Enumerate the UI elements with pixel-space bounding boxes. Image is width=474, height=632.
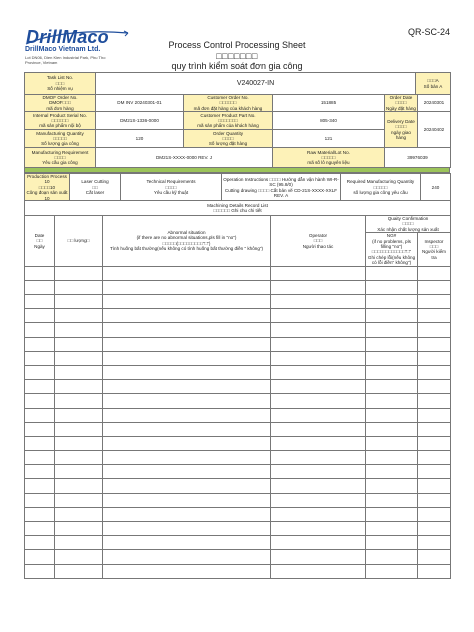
- abnormal-cell[interactable]: [103, 451, 271, 465]
- operator-cell[interactable]: [271, 522, 366, 536]
- company-address: Lot DN06, Dien Kien Industrial Park, Phu Tho Province, Vietnam: [25, 55, 106, 65]
- operator-cell[interactable]: [271, 351, 366, 365]
- ng-cell[interactable]: [366, 479, 418, 493]
- inspector-cell[interactable]: [418, 451, 451, 465]
- abnormal-cell[interactable]: [103, 507, 271, 521]
- operator-cell[interactable]: [271, 380, 366, 394]
- ng-cell[interactable]: [366, 337, 418, 351]
- inspector-cell[interactable]: [418, 422, 451, 436]
- version-cell: □□□A Số bản A: [416, 73, 451, 95]
- ng-cell[interactable]: [366, 522, 418, 536]
- date-cell[interactable]: [25, 536, 55, 550]
- date-header: Date □□ Ngày: [25, 216, 55, 267]
- date-cell[interactable]: [25, 295, 55, 309]
- quantity-cell[interactable]: [55, 323, 103, 337]
- record-row: [25, 337, 451, 351]
- quantity-cell[interactable]: [55, 536, 103, 550]
- operation-instructions-cell[interactable]: Operation Instructions □□□□ Hướng dẫn vận hành WI-R-SC (95.8/0) Cutting drawing □□□□ Cắt bản vẽ CD-21S-XXXX-XXLF REV. A: [222, 174, 341, 202]
- ng-cell[interactable]: [366, 365, 418, 379]
- record-row: [25, 522, 451, 536]
- quantity-cell[interactable]: [55, 266, 103, 280]
- record-row: [25, 380, 451, 394]
- date-cell[interactable]: [25, 337, 55, 351]
- date-cell[interactable]: [25, 479, 55, 493]
- record-row: [25, 550, 451, 564]
- operator-cell[interactable]: [271, 295, 366, 309]
- inspector-cell[interactable]: [418, 309, 451, 323]
- ng-cell[interactable]: [366, 507, 418, 521]
- abnormal-cell[interactable]: [103, 295, 271, 309]
- operator-cell[interactable]: [271, 493, 366, 507]
- laser-cutting-cell: Laser Cutting □□ Cắt laser: [70, 174, 121, 202]
- date-cell[interactable]: [25, 465, 55, 479]
- quantity-cell[interactable]: [55, 280, 103, 294]
- inspector-cell[interactable]: [418, 493, 451, 507]
- record-row: [25, 536, 451, 550]
- inspector-cell[interactable]: [418, 295, 451, 309]
- record-row: [25, 323, 451, 337]
- ng-cell[interactable]: [366, 436, 418, 450]
- abnormal-cell[interactable]: [103, 436, 271, 450]
- record-row: [25, 351, 451, 365]
- abnormal-cell[interactable]: [103, 280, 271, 294]
- process-table: [24, 173, 451, 202]
- ng-cell[interactable]: [366, 380, 418, 394]
- record-row: [25, 493, 451, 507]
- delivery-date-value[interactable]: 20240402: [418, 112, 451, 148]
- operator-cell[interactable]: [271, 436, 366, 450]
- raw-material-value[interactable]: 39976039: [385, 148, 451, 168]
- ng-cell[interactable]: [366, 451, 418, 465]
- task-list-table: [24, 72, 451, 95]
- required-quantity-value[interactable]: 240: [421, 174, 451, 202]
- quantity-cell[interactable]: [55, 337, 103, 351]
- mfg-requirement-value[interactable]: DM21S-XXXX-0000 REV. J: [96, 148, 273, 168]
- ng-cell[interactable]: [366, 266, 418, 280]
- inspector-cell[interactable]: [418, 507, 451, 521]
- inspector-cell[interactable]: [418, 550, 451, 564]
- abnormal-cell[interactable]: [103, 323, 271, 337]
- title-vietnamese: quy trình kiểm soát đơn gia công: [171, 61, 303, 71]
- quantity-cell[interactable]: [55, 380, 103, 394]
- inspector-cell[interactable]: [418, 522, 451, 536]
- date-cell[interactable]: [25, 394, 55, 408]
- quantity-cell[interactable]: [55, 295, 103, 309]
- quantity-cell[interactable]: [55, 479, 103, 493]
- abnormal-cell[interactable]: [103, 394, 271, 408]
- abnormal-cell[interactable]: [103, 266, 271, 280]
- date-cell[interactable]: [25, 280, 55, 294]
- records-heading-table: [24, 200, 451, 216]
- mfg-quantity-value[interactable]: 120: [96, 130, 184, 148]
- order-date-value[interactable]: 20240301: [418, 95, 451, 112]
- abnormal-cell[interactable]: [103, 422, 271, 436]
- ng-cell[interactable]: [366, 351, 418, 365]
- abnormal-cell[interactable]: [103, 380, 271, 394]
- quantity-cell[interactable]: [55, 309, 103, 323]
- record-row: [25, 479, 451, 493]
- logo-wordmark: DrillMaco: [26, 27, 109, 47]
- operator-cell[interactable]: [271, 479, 366, 493]
- operator-header: Operator □□□ Người thao tác: [271, 216, 366, 267]
- operator-cell[interactable]: [271, 365, 366, 379]
- ng-cell[interactable]: [366, 465, 418, 479]
- dmom-label: DMOF Order No. DMOF□□□ mã đơn hàng: [25, 95, 96, 112]
- abnormal-cell[interactable]: [103, 493, 271, 507]
- operator-cell[interactable]: [271, 323, 366, 337]
- quantity-cell[interactable]: [55, 394, 103, 408]
- order-date-label: Order Date □□□□ Ngày đặt hàng: [386, 95, 416, 111]
- quantity-cell[interactable]: [55, 365, 103, 379]
- abnormal-cell[interactable]: [103, 550, 271, 564]
- inspector-cell[interactable]: [418, 280, 451, 294]
- quantity-cell[interactable]: [55, 408, 103, 422]
- order-info-table: [24, 94, 451, 168]
- operator-cell[interactable]: [271, 266, 366, 280]
- date-cell[interactable]: [25, 309, 55, 323]
- quantity-cell[interactable]: [55, 451, 103, 465]
- operator-cell[interactable]: [271, 564, 366, 578]
- operator-cell[interactable]: [271, 408, 366, 422]
- operator-cell[interactable]: [271, 507, 366, 521]
- quantity-cell[interactable]: [55, 422, 103, 436]
- quantity-cell[interactable]: [55, 564, 103, 578]
- ng-header: NG# (if no problems, pls filling "no") □□□□□□□□□□□□"□" Ghi chép lỗi(nếu không có lỗi điền" không"): [366, 233, 418, 266]
- date-cell[interactable]: [25, 550, 55, 564]
- date-cell[interactable]: [25, 451, 55, 465]
- record-row: [25, 507, 451, 521]
- operator-cell[interactable]: [271, 550, 366, 564]
- record-row: [25, 564, 451, 578]
- inspector-cell[interactable]: [418, 408, 451, 422]
- record-row: [25, 295, 451, 309]
- abnormal-cell[interactable]: [103, 408, 271, 422]
- inspector-cell[interactable]: [418, 564, 451, 578]
- record-row: [25, 365, 451, 379]
- ng-cell[interactable]: [366, 564, 418, 578]
- quantity-cell[interactable]: [55, 465, 103, 479]
- title-english: Process Control Processing Sheet: [168, 40, 306, 50]
- abnormal-cell[interactable]: [103, 351, 271, 365]
- record-row: [25, 436, 451, 450]
- operator-cell[interactable]: [271, 536, 366, 550]
- title-chinese: □□□□□□□: [216, 51, 258, 61]
- ng-cell[interactable]: [366, 394, 418, 408]
- record-row: [25, 465, 451, 479]
- ng-cell[interactable]: [366, 422, 418, 436]
- record-row: [25, 394, 451, 408]
- mfg-requirement-label: Manufacturing Requirement □□□□ Yêu cầu gia công: [25, 148, 96, 168]
- inspector-cell[interactable]: [418, 465, 451, 479]
- operator-cell[interactable]: [271, 337, 366, 351]
- technical-requirements-cell: Technical Requirements □□□□ Yêu cầu kỹ thuật: [121, 174, 222, 202]
- serial-value[interactable]: DM21S-1336-0000: [96, 112, 184, 130]
- document-code: QR-SC-24: [408, 27, 451, 37]
- inspector-cell[interactable]: [418, 365, 451, 379]
- customer-order-value[interactable]: 151885: [273, 95, 385, 112]
- order-quantity-label: Order Quantity □□□□ Số lượng đặt hàng: [184, 130, 273, 148]
- inspector-cell[interactable]: [418, 479, 451, 493]
- inspector-cell[interactable]: [418, 380, 451, 394]
- mfg-quantity-label: Manufacturing Quantity □□□□□ Số lượng gia công: [25, 130, 96, 148]
- quantity-cell[interactable]: [55, 436, 103, 450]
- operator-cell[interactable]: [271, 280, 366, 294]
- record-rows: [25, 266, 451, 578]
- abnormal-situation-header: Abnormal situation (if there are no abnormal situations,pls fill in "no") □□□□□(□□□□□□□□□"□") Tình huống bất thường(nếu không có tình huống bất thường điền " không"): [103, 216, 271, 267]
- date-cell[interactable]: [25, 266, 55, 280]
- record-row: [25, 266, 451, 280]
- records-table: [24, 215, 451, 579]
- abnormal-cell[interactable]: [103, 309, 271, 323]
- record-row: [25, 451, 451, 465]
- task-list-label-cell: Task List No. □□□ Số nhiệm vụ: [25, 73, 96, 95]
- abnormal-cell[interactable]: [103, 564, 271, 578]
- delivery-date-label: Delivery Date □□□□ ngày giao hàng: [385, 112, 418, 148]
- quantity-cell[interactable]: [55, 550, 103, 564]
- date-cell[interactable]: [25, 422, 55, 436]
- quantity-cell[interactable]: [55, 522, 103, 536]
- ng-cell[interactable]: [366, 295, 418, 309]
- abnormal-cell[interactable]: [103, 536, 271, 550]
- serial-label: Internal Product Serial No. □□□□□□ mã sản phẩm nội bộ: [25, 112, 96, 130]
- operator-cell[interactable]: [271, 451, 366, 465]
- date-cell[interactable]: [25, 365, 55, 379]
- customer-part-value[interactable]: 805-340: [273, 112, 385, 130]
- inspector-cell[interactable]: [418, 536, 451, 550]
- ng-cell[interactable]: [366, 309, 418, 323]
- company-name: DrillMaco Vietnam Ltd.: [25, 46, 101, 53]
- abnormal-cell[interactable]: [103, 479, 271, 493]
- record-row: [25, 309, 451, 323]
- ng-cell[interactable]: [366, 536, 418, 550]
- operator-cell[interactable]: [271, 309, 366, 323]
- quantity-cell[interactable]: [55, 351, 103, 365]
- date-cell[interactable]: [25, 507, 55, 521]
- abnormal-cell[interactable]: [103, 465, 271, 479]
- inspector-cell[interactable]: [418, 337, 451, 351]
- inspector-header: Inspector □□□ Người kiểm tra: [418, 233, 451, 266]
- customer-part-label: Customer Product Part No. □□□□□□□ mã sản phẩm của khách hàng: [184, 112, 273, 130]
- date-cell[interactable]: [25, 351, 55, 365]
- order-quantity-value[interactable]: 121: [273, 130, 385, 148]
- date-cell[interactable]: [25, 564, 55, 578]
- date-cell[interactable]: [25, 380, 55, 394]
- ng-cell[interactable]: [366, 280, 418, 294]
- production-process-label: Production Process 10 □□□□10 Công đoạn sản xuất 10: [26, 174, 68, 201]
- ng-cell[interactable]: [366, 323, 418, 337]
- dmom-value[interactable]: DM INV 20240301-01: [96, 95, 184, 112]
- task-list-value[interactable]: V240027-IN: [96, 73, 416, 95]
- inspector-cell[interactable]: [418, 323, 451, 337]
- ng-cell[interactable]: [366, 408, 418, 422]
- quality-confirmation-header: Quaity Confirmation □□□□ Xác nhận chất lượng sản xuất: [366, 216, 451, 233]
- customer-order-label: Customer Order No. □□□□□□ mã đơn đặt hàng của khách hàng: [184, 95, 273, 112]
- inspector-cell[interactable]: [418, 266, 451, 280]
- records-heading: Machining Details Record List □□□□□□ Ghi chu chi tiết: [25, 201, 451, 216]
- date-cell[interactable]: [25, 408, 55, 422]
- date-cell[interactable]: [25, 522, 55, 536]
- quantity-cell[interactable]: [55, 493, 103, 507]
- operator-cell[interactable]: [271, 422, 366, 436]
- required-quantity-label: Required Manufacturing Quantity □□□□□ số lượng gia công yêu cầu: [341, 174, 421, 202]
- abnormal-cell[interactable]: [103, 365, 271, 379]
- record-row: [25, 280, 451, 294]
- abnormal-cell[interactable]: [103, 522, 271, 536]
- date-cell[interactable]: [25, 323, 55, 337]
- quantity-cell[interactable]: [55, 507, 103, 521]
- raw-material-label: Raw Material/Lot No. □□□□□ mã số lô nguyên liệu: [273, 148, 385, 168]
- quantity-header: □□ lượng□: [55, 216, 103, 267]
- operator-cell[interactable]: [271, 465, 366, 479]
- abnormal-cell[interactable]: [103, 337, 271, 351]
- date-cell[interactable]: [25, 436, 55, 450]
- record-row: [25, 408, 451, 422]
- record-row: [25, 422, 451, 436]
- ng-cell[interactable]: [366, 550, 418, 564]
- inspector-cell[interactable]: [418, 351, 451, 365]
- inspector-cell[interactable]: [418, 436, 451, 450]
- inspector-cell[interactable]: [418, 394, 451, 408]
- date-cell[interactable]: [25, 493, 55, 507]
- operator-cell[interactable]: [271, 394, 366, 408]
- ng-cell[interactable]: [366, 493, 418, 507]
